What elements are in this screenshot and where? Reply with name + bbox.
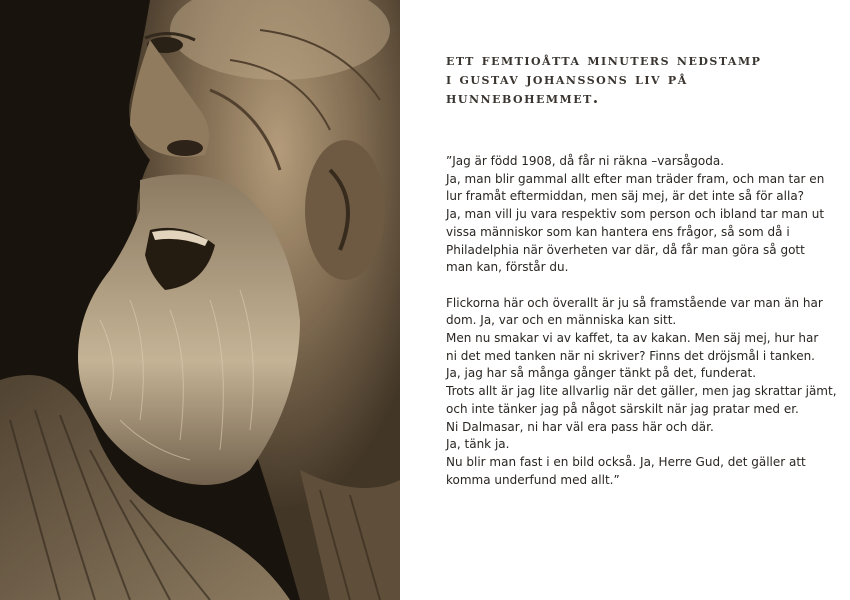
quote-paragraph: [446, 295, 837, 490]
article-text: [446, 50, 837, 507]
portrait-photo: [0, 0, 400, 600]
quote-line: Ni Dalmasar, ni har väl era pass här och där.: [446, 419, 714, 434]
quote-line: vissa människor som kan hantera ens frågor, så som då i: [446, 224, 790, 239]
quote-line: Trots allt är jag lite allvarlig när det gäller, men jag skrattar jämt,: [446, 384, 837, 399]
quote-line: ”Jag är född 1908, då får ni räkna –varsågoda.: [446, 154, 725, 168]
quote-line: Ja, man blir gammal allt efter man träder fram, och man tar en: [446, 171, 825, 186]
headline: [446, 50, 826, 107]
quote-line: komma underfund med allt.”: [446, 472, 620, 487]
quote-paragraph: [446, 153, 826, 277]
headline-line: i gustav johanssons liv på: [446, 69, 688, 88]
quote-line: lur framåt eftermiddan, men säj mej, är det inte så för alla?: [446, 189, 805, 204]
quote-body: [446, 153, 837, 489]
quote-line: dom. Ja, var och en människa kan sitt.: [446, 313, 677, 328]
quote-line: man kan, förstår du.: [446, 260, 569, 275]
headline-line: hunnebohemmet.: [446, 88, 600, 107]
quote-line: ni det med tanken när ni skriver? Finns det dröjsmål i tanken.: [446, 348, 815, 363]
quote-line: Philadelphia när överheten var där, då får man göra så gott: [446, 242, 805, 257]
headline-line: ett femtioåtta minuters nedstamp: [446, 50, 762, 69]
quote-line: och inte tänker jag på något särskilt när jag pratar med er.: [446, 401, 799, 416]
quote-line: Ja, jag har så många gånger tänkt på det, funderat.: [446, 366, 757, 381]
quote-line: Ja, man vill ju vara respektiv som person och ibland tar man ut: [446, 207, 825, 222]
quote-line: Ja, tänk ja.: [446, 437, 510, 452]
quote-line: Nu blir man fast i en bild också. Ja, Herre Gud, det gäller att: [446, 454, 806, 469]
quote-line: Flickorna här och överallt är ju så framstående var man än har: [446, 295, 823, 310]
quote-line: Men nu smakar vi av kaffet, ta av kakan. Men säj mej, hur har: [446, 331, 819, 346]
